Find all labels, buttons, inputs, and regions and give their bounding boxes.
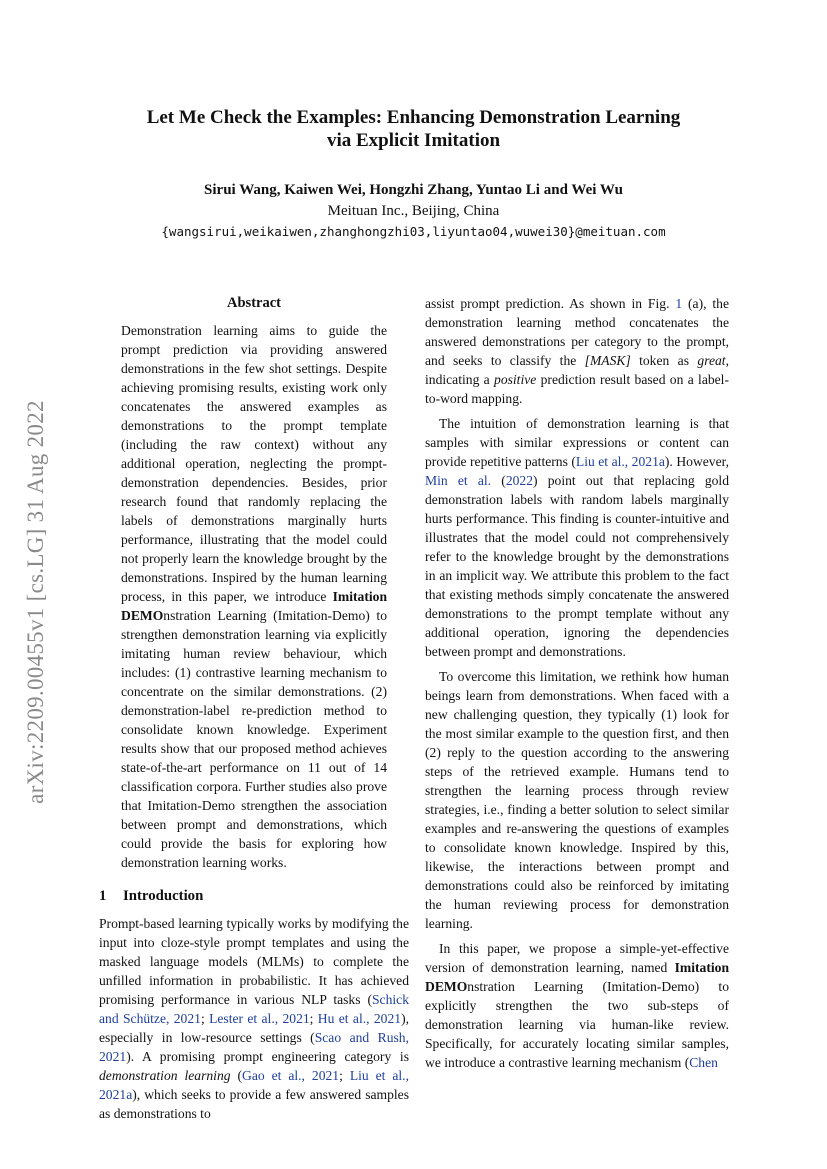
body-text: ( xyxy=(491,473,506,488)
body-text: assist prompt prediction. As shown in Fig. xyxy=(425,296,676,311)
citation-link[interactable]: Liu et al., 2021a xyxy=(99,1068,409,1102)
body-text: ). However, xyxy=(664,454,730,469)
title-line-1: Let Me Check the Examples: Enhancing Demonstration Learning xyxy=(146,107,681,128)
mask-token: [MASK] xyxy=(584,353,631,368)
intro-text: ). A promising prompt engineering category is xyxy=(126,1049,409,1064)
right-column xyxy=(425,294,729,1072)
separator: ; xyxy=(309,1011,318,1026)
left-column xyxy=(99,294,409,1123)
intro-text: ), especially in low-resource settings ( xyxy=(99,1011,409,1045)
intro-text: ( xyxy=(230,1068,243,1083)
right-paragraph-4 xyxy=(425,939,729,1072)
body-text: The intuition of demonstration learning is that samples with similar expressions or content can provide repetitive patterns ( xyxy=(425,416,729,469)
right-paragraph-3: To overcome this limitation, we rethink how human beings learn from demonstrations. When faced with a new challenging question, they typically (1) look for the most similar example to the question first, and then (2) reply to the question according to the answering steps of the retrieved example. Humans tend to strengthen the learning process through review strategies, i.e., finding a better solution to select similar examples and re-answering the questions of examples to consolidate known knowledge. Inspired by this, likewise, the interactions between prompt and demonstrations could also be reinforced by imitating the human reviewing process for demonstration learning. xyxy=(425,669,729,931)
figure-link[interactable]: 1 xyxy=(675,296,683,311)
section-heading-introduction xyxy=(99,887,409,906)
citation-link[interactable]: Scao and Rush, 2021 xyxy=(99,1030,409,1064)
arxiv-sidebar xyxy=(10,355,62,850)
paper-title xyxy=(60,106,767,152)
emphasis-term: demonstration learning xyxy=(99,1068,231,1083)
intro-paragraph-1 xyxy=(99,914,409,1123)
body-text: ) point out that replacing gold demonstration labels with random labels marginally hurts performance. This finding is counter-intuitive and illustrates that the model could not comprehensively refer to the knowledge brought by the demonstrations in an implicit way. We attribute this problem to the fact that existing methods simply concatenate the answered demonstrations to the prompt template without any additional operation, ignoring the dependencies between prompt and demonstrations. xyxy=(425,473,729,659)
section-title: Introduction xyxy=(123,888,204,904)
separator: ; xyxy=(200,1011,210,1026)
method-name: Imitation DEMO xyxy=(425,960,729,994)
abstract-method-name: Imitation DEMO xyxy=(121,589,387,623)
intro-text: ), which seeks to provide a few answered samples as demonstrations to xyxy=(99,1087,409,1121)
citation-link[interactable]: Schick and Schütze, 2021 xyxy=(99,992,409,1026)
section-number: 1 xyxy=(99,888,107,904)
citation-link[interactable]: Gao et al., 2021 xyxy=(242,1068,340,1083)
right-paragraph-2 xyxy=(425,414,729,661)
body-text: , indicating a xyxy=(425,353,729,387)
intro-text: Prompt-based learning typically works by modifying the input into cloze-style prompt templates and using the masked language models (MLMs) to complete the unfilled information in probabilistic. It has achieved promising performance in various NLP tasks ( xyxy=(99,916,409,1007)
abstract-text-a: Demonstration learning aims to guide the prompt prediction via providing answered demonstrations in the few shot settings. Despite achieving promising results, existing work only concatenates the answered examples as demonstrations to the prompt template (including the raw context) without any additional operation, neglecting the prompt-demonstration dependencies. Besides, prior research found that randomly replacing the labels of demonstrations marginally hurts performance, illustrating that the model could not properly learn the knowledge brought by the demonstrations. Inspired by the human learning process, in this paper, we introduce xyxy=(121,323,387,604)
body-text: token as xyxy=(630,353,698,368)
citation-link[interactable]: Chen xyxy=(689,1055,718,1070)
separator: ; xyxy=(339,1068,350,1083)
citation-link[interactable]: Liu et al., 2021a xyxy=(575,454,665,469)
label-word-great: great xyxy=(697,353,726,368)
affiliation: Meituan Inc., Beijing, China xyxy=(327,203,500,219)
author-emails: {wangsirui,weikaiwen,zhanghongzhi03,liyuntao04,wuwei30}@meituan.com xyxy=(161,224,666,239)
citation-link[interactable]: 2022 xyxy=(505,473,534,488)
right-paragraph-1 xyxy=(425,294,729,408)
abstract-heading: Abstract xyxy=(227,295,281,311)
citation-link[interactable]: Hu et al., 2021 xyxy=(317,1011,402,1026)
citation-link[interactable]: Min et al. xyxy=(425,473,492,488)
abstract-text-b: nstration Learning (Imitation-Demo) to strengthen demonstration learning via explicitly imitating human review behaviour, which includes: (1) contrastive learning mechanism to concentrate on the similar demonstrations. (2) demonstration-label re-prediction method to consolidate known knowledge. Experiment results show that our proposed method achieves state-of-the-art performance on 11 out of 14 classification corpora. Further studies also prove that Imitation-Demo strengthen the association between prompt and demonstrations, which could provide the basis for exploring how demonstration learning works. xyxy=(121,608,387,870)
body-text: In this paper, we propose a simple-yet-effective version of demonstration learning, named xyxy=(425,941,729,975)
label-positive: positive xyxy=(494,372,537,387)
body-text: nstration Learning (Imitation-Demo) to explicitly strengthen the two sub-steps of demonstration learning via human-like review. Specifically, for accurately locating similar samples, we introduce a contrastive learning mechanism ( xyxy=(425,979,729,1070)
authors: Sirui Wang, Kaiwen Wei, Hongzhi Zhang, Yuntao Li and Wei Wu xyxy=(204,182,623,198)
body-text: prediction result based on a label-to-word mapping. xyxy=(425,372,729,406)
body-text: (a), the demonstration learning method concatenates the answered demonstrations per category to the prompt, and seeks to classify the xyxy=(425,296,729,368)
citation-link[interactable]: Lester et al., 2021 xyxy=(209,1011,310,1026)
title-line-2: via Explicit Imitation xyxy=(326,130,501,151)
abstract-body xyxy=(121,321,387,872)
arxiv-identifier: arXiv:2209.00455v1 [cs.LG] 31 Aug 2022 xyxy=(23,400,48,804)
